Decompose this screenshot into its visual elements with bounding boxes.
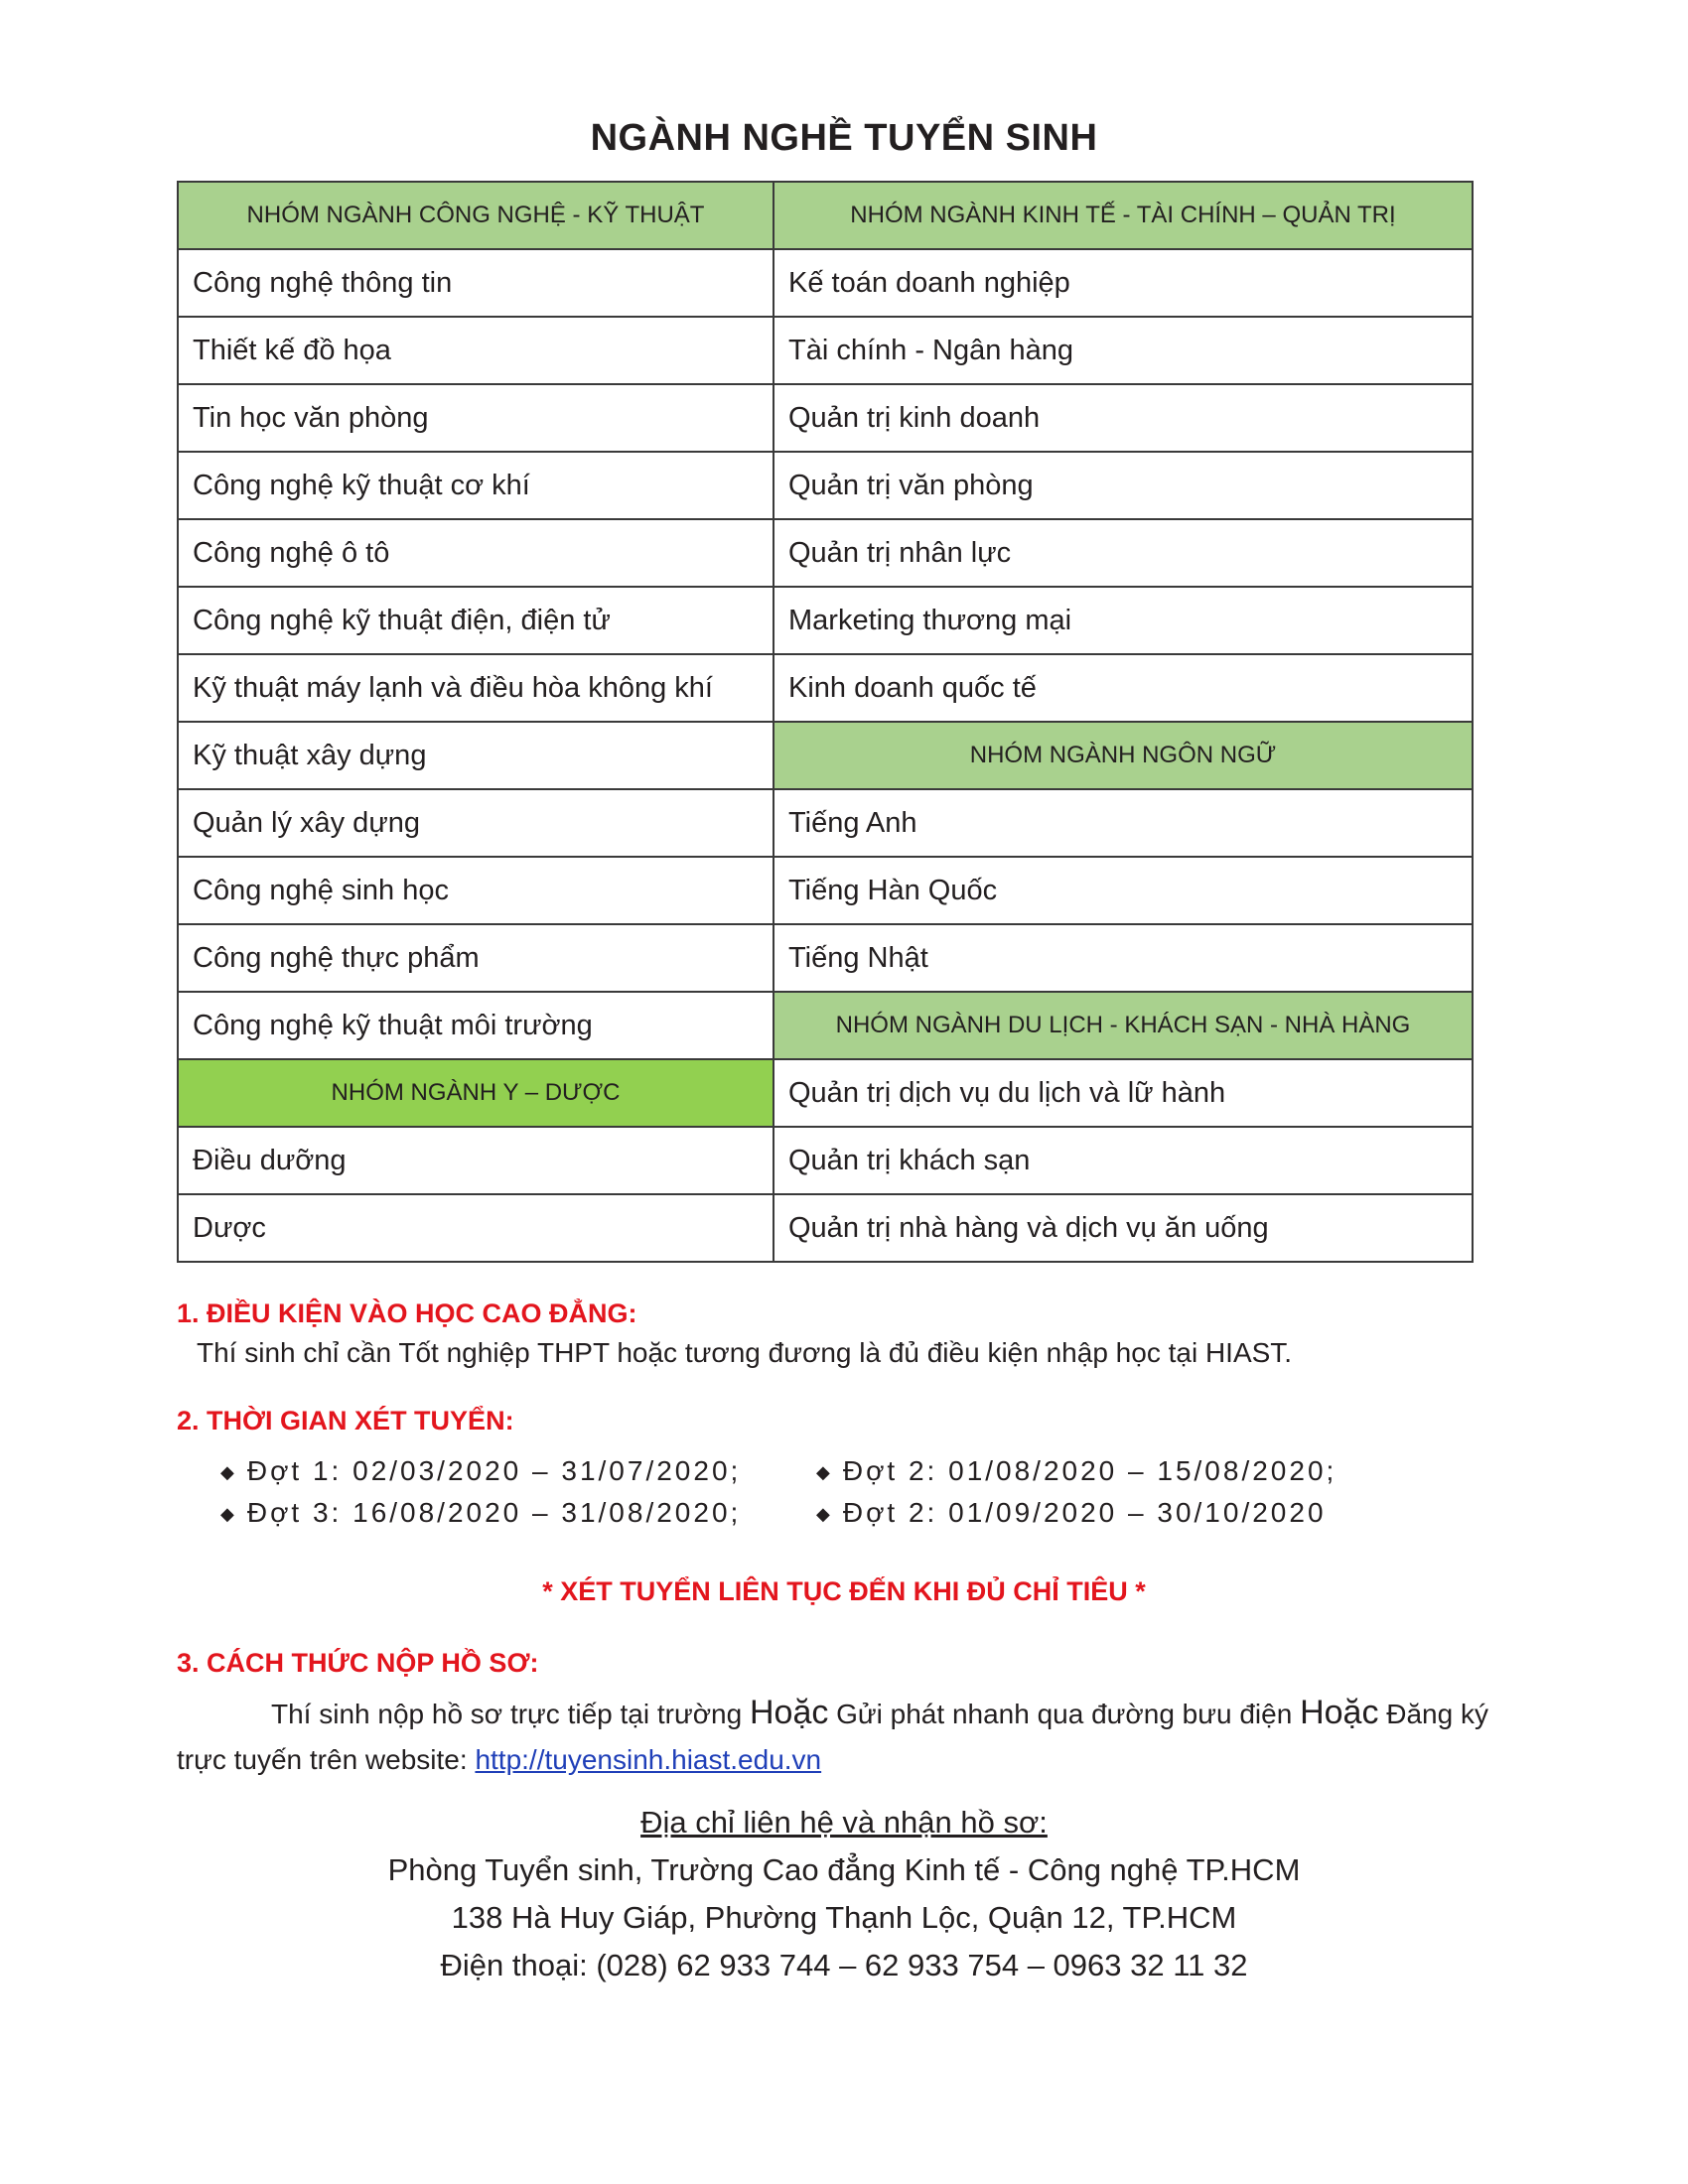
section-admission-time <box>177 1406 514 1436</box>
major-cell: Marketing thương mại <box>774 587 1473 654</box>
group-header-cell: NHÓM NGÀNH NGÔN NGỮ <box>774 722 1473 789</box>
group-header-cell: NHÓM NGÀNH KINH TẾ - TÀI CHÍNH – QUẢN TRỊ <box>774 182 1473 249</box>
major-cell: Quản trị kinh doanh <box>774 384 1473 452</box>
diamond-bullet-icon: ◆ <box>220 1462 237 1483</box>
major-cell: Kinh doanh quốc tế <box>774 654 1473 722</box>
group-header-cell: NHÓM NGÀNH CÔNG NGHỆ - KỸ THUẬT <box>178 182 774 249</box>
major-cell: Quản trị nhà hàng và dịch vụ ăn uống <box>774 1194 1473 1262</box>
major-cell: Quản lý xây dựng <box>178 789 774 857</box>
period-item: ◆ Đợt 3: 16/08/2020 – 31/08/2020; <box>220 1497 742 1528</box>
major-cell: Kỹ thuật máy lạnh và điều hòa không khí <box>178 654 774 722</box>
table-row <box>178 182 1473 249</box>
table-row <box>178 1059 1473 1127</box>
major-cell: Tiếng Hàn Quốc <box>774 857 1473 924</box>
major-cell: Quản trị khách sạn <box>774 1127 1473 1194</box>
table-row <box>178 317 1473 384</box>
table-row <box>178 992 1473 1059</box>
major-cell: Công nghệ kỹ thuật cơ khí <box>178 452 774 519</box>
table-row <box>178 587 1473 654</box>
contact-address: 138 Hà Huy Giáp, Phường Thạnh Lộc, Quận 12, TP.HCM <box>451 1900 1237 1935</box>
major-cell: Tin học văn phòng <box>178 384 774 452</box>
table-row <box>178 654 1473 722</box>
major-cell: Công nghệ sinh học <box>178 857 774 924</box>
admission-periods <box>220 1455 1336 1539</box>
diamond-bullet-icon: ◆ <box>220 1504 237 1525</box>
submission-method-body: Thí sinh nộp hồ sơ trực tiếp tại trường Hoặc Gửi phát nhanh qua đường bưu điện Hoặc Đăng ký trực tuyến trên website: http://tuyensinh.hiast.edu.vn <box>177 1694 1488 1775</box>
table-row <box>178 857 1473 924</box>
group-header-cell: NHÓM NGÀNH DU LỊCH - KHÁCH SẠN - NHÀ HÀNG <box>774 992 1473 1059</box>
section-submission-method <box>177 1648 538 1679</box>
major-cell: Tiếng Nhật <box>774 924 1473 992</box>
or-word: Hoặc <box>749 1694 829 1731</box>
table-row <box>178 249 1473 317</box>
page-title: NGÀNH NGHỀ TUYỂN SINH <box>590 117 1098 159</box>
contact-block <box>0 1805 1688 1995</box>
diamond-bullet-icon: ◆ <box>816 1462 833 1483</box>
section-title: 2. THỜI GIAN XÉT TUYỂN: <box>177 1406 514 1435</box>
section-admission-conditions <box>177 1298 1292 1369</box>
table-row <box>178 924 1473 992</box>
table-row <box>178 1194 1473 1262</box>
major-cell: Công nghệ ô tô <box>178 519 774 587</box>
contact-phone: Điện thoại: (028) 62 933 744 – 62 933 754 – 0963 32 11 32 <box>440 1948 1248 1982</box>
major-cell: Quản trị văn phòng <box>774 452 1473 519</box>
section-body: Thí sinh chỉ cần Tốt nghiệp THPT hoặc tương đương là đủ điều kiện nhập học tại HIAST. <box>197 1337 1293 1368</box>
table-row <box>178 384 1473 452</box>
period-item: ◆ Đợt 1: 02/03/2020 – 31/07/2020; <box>220 1455 742 1486</box>
contact-office: Phòng Tuyển sinh, Trường Cao đẳng Kinh tế - Công nghệ TP.HCM <box>387 1852 1301 1887</box>
or-word: Hoặc <box>1300 1694 1379 1731</box>
major-cell: Công nghệ thực phẩm <box>178 924 774 992</box>
website-link[interactable]: http://tuyensinh.hiast.edu.vn <box>475 1744 822 1775</box>
major-cell: Kỹ thuật xây dựng <box>178 722 774 789</box>
table-row <box>178 519 1473 587</box>
period-item: ◆ Đợt 2: 01/08/2020 – 15/08/2020; <box>816 1455 1337 1486</box>
section-title: 1. ĐIỀU KIỆN VÀO HỌC CAO ĐẲNG: <box>177 1298 637 1328</box>
major-cell: Tiếng Anh <box>774 789 1473 857</box>
major-cell: Điều dưỡng <box>178 1127 774 1194</box>
contact-heading: Địa chỉ liên hệ và nhận hồ sơ: <box>640 1805 1048 1840</box>
table-row <box>178 452 1473 519</box>
major-cell: Thiết kế đồ họa <box>178 317 774 384</box>
period-item: ◆ Đợt 2: 01/09/2020 – 30/10/2020 <box>816 1497 1327 1528</box>
major-cell: Công nghệ kỹ thuật môi trường <box>178 992 774 1059</box>
table-row <box>178 789 1473 857</box>
section-title: 3. CÁCH THỨC NỘP HỒ SƠ: <box>177 1648 539 1678</box>
table-row <box>178 722 1473 789</box>
majors-table <box>177 181 1474 1263</box>
major-cell: Tài chính - Ngân hàng <box>774 317 1473 384</box>
table-row <box>178 1127 1473 1194</box>
diamond-bullet-icon: ◆ <box>816 1504 833 1525</box>
continuous-admission-notice: * XÉT TUYỂN LIÊN TỤC ĐẾN KHI ĐỦ CHỈ TIÊU * <box>542 1576 1146 1606</box>
major-cell: Công nghệ kỹ thuật điện, điện tử <box>178 587 774 654</box>
major-cell: Quản trị nhân lực <box>774 519 1473 587</box>
major-cell: Công nghệ thông tin <box>178 249 774 317</box>
major-cell: Kế toán doanh nghiệp <box>774 249 1473 317</box>
group-header-cell: NHÓM NGÀNH Y – DƯỢC <box>178 1059 774 1127</box>
major-cell: Dược <box>178 1194 774 1262</box>
major-cell: Quản trị dịch vụ du lịch và lữ hành <box>774 1059 1473 1127</box>
